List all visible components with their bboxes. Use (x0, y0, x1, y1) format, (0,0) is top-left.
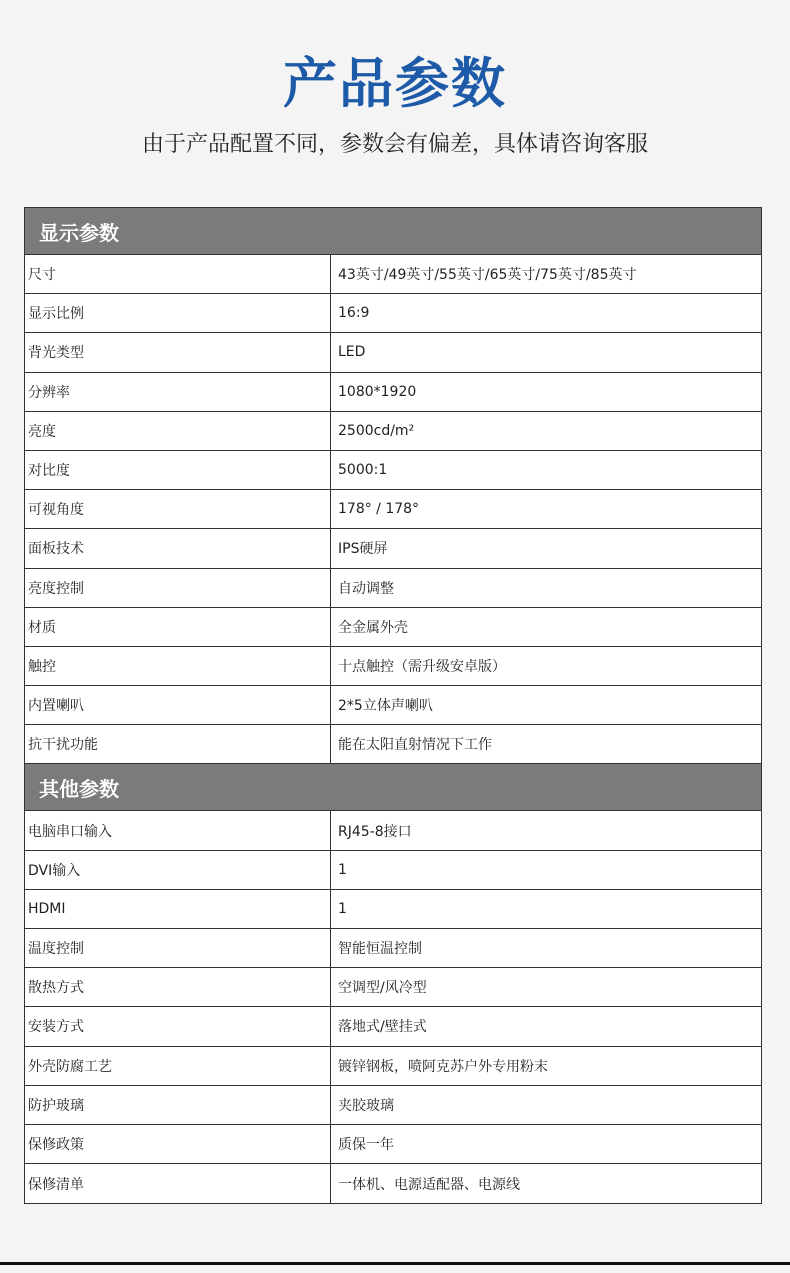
table-row (25, 890, 761, 929)
spec-label: 电脑串口输入 (25, 811, 331, 849)
spec-label: 对比度 (25, 451, 331, 489)
table-row (25, 294, 761, 333)
table-row (25, 811, 761, 850)
table-row (25, 1164, 761, 1203)
spec-value: 能在太阳直射情况下工作 (338, 737, 492, 754)
spec-value: 1 (338, 900, 347, 917)
spec-value: LED (338, 344, 366, 361)
spec-label: 材质 (25, 608, 331, 646)
spec-value: 2500cd/m² (338, 422, 415, 439)
table-row (25, 851, 761, 890)
section-header: 显示参数 (25, 208, 761, 255)
table-row (25, 929, 761, 968)
table-row (25, 529, 761, 568)
spec-label: 保修政策 (25, 1125, 331, 1163)
table-row (25, 451, 761, 490)
spec-value: 1080*1920 (338, 383, 417, 400)
spec-label: 防护玻璃 (25, 1086, 331, 1124)
spec-label: 保修清单 (25, 1164, 331, 1203)
spec-value: 全金属外壳 (338, 619, 408, 636)
table-row (25, 647, 761, 686)
bottom-divider (0, 1262, 790, 1265)
page-subtitle: 由于产品配置不同，参数会有偏差，具体请咨询客服 (141, 132, 648, 157)
table-row (25, 1007, 761, 1046)
spec-value: 质保一年 (338, 1137, 394, 1154)
spec-value: 智能恒温控制 (338, 941, 422, 958)
spec-label: DVI输入 (25, 851, 331, 889)
spec-value: RJ45-8接口 (338, 823, 412, 840)
table-row (25, 608, 761, 647)
table-row (25, 255, 761, 294)
spec-value: 落地式/壁挂式 (338, 1019, 427, 1036)
spec-label: 亮度控制 (25, 569, 331, 607)
spec-table (24, 207, 762, 1204)
spec-value: 空调型/风冷型 (338, 980, 427, 997)
spec-label: 抗干扰功能 (25, 725, 331, 763)
spec-label: 尺寸 (25, 255, 331, 293)
table-row (25, 1086, 761, 1125)
page-title: 产品参数 (283, 52, 507, 115)
spec-label: HDMI (25, 890, 331, 928)
spec-label: 外壳防腐工艺 (25, 1047, 331, 1085)
spec-label: 触控 (25, 647, 331, 685)
table-row (25, 490, 761, 529)
spec-value: 一体机、电源适配器、电源线 (338, 1176, 520, 1193)
table-row (25, 1125, 761, 1164)
spec-label: 散热方式 (25, 968, 331, 1006)
spec-value: 178° / 178° (338, 501, 420, 518)
spec-label: 分辨率 (25, 373, 331, 411)
spec-value: 2*5立体声喇叭 (338, 698, 433, 715)
spec-value: 43英寸/49英寸/55英寸/65英寸/75英寸/85英寸 (338, 267, 637, 284)
spec-value: 镀锌钢板，喷阿克苏户外专用粉末 (338, 1058, 548, 1075)
spec-label: 可视角度 (25, 490, 331, 528)
table-row (25, 1047, 761, 1086)
spec-value: 自动调整 (338, 580, 394, 597)
spec-value: 5000:1 (338, 462, 388, 479)
spec-value: IPS硬屏 (338, 541, 388, 558)
table-row (25, 333, 761, 372)
spec-label: 内置喇叭 (25, 686, 331, 724)
spec-value: 夹胶玻璃 (338, 1097, 394, 1114)
section-header: 其他参数 (25, 764, 761, 811)
spec-label: 温度控制 (25, 929, 331, 967)
table-row (25, 373, 761, 412)
table-row (25, 412, 761, 451)
spec-label: 亮度 (25, 412, 331, 450)
spec-value: 16:9 (338, 305, 370, 322)
spec-value: 1 (338, 861, 347, 878)
spec-value: 十点触控（需升级安卓版） (338, 658, 506, 675)
spec-label: 面板技术 (25, 529, 331, 567)
spec-label: 背光类型 (25, 333, 331, 371)
spec-label: 安装方式 (25, 1007, 331, 1045)
table-row (25, 569, 761, 608)
table-row (25, 968, 761, 1007)
table-row (25, 725, 761, 764)
spec-label: 显示比例 (25, 294, 331, 332)
table-row (25, 686, 761, 725)
